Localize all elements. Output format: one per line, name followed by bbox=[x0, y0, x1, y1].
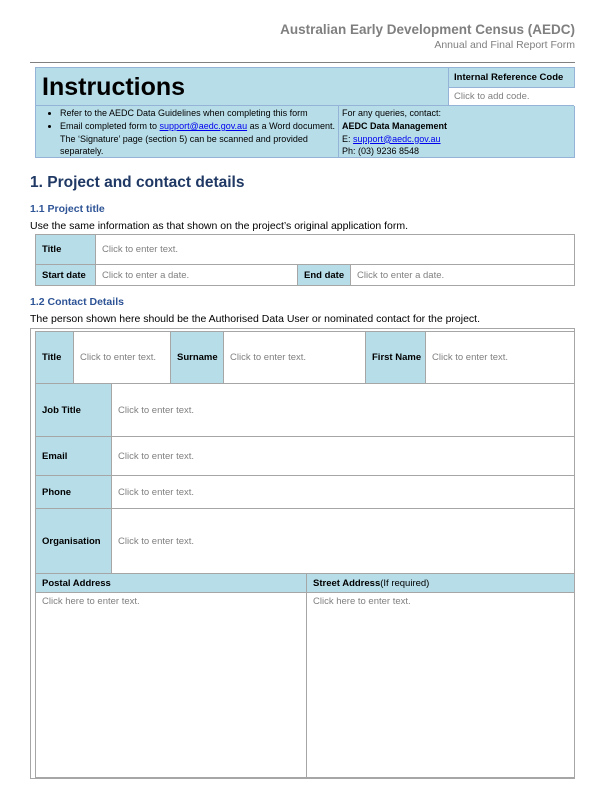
section-heading: 1. Project and contact details bbox=[30, 174, 245, 191]
contact-email-link[interactable]: support@aedc.gov.au bbox=[353, 133, 441, 144]
organisation-field[interactable]: Click to enter text. bbox=[111, 508, 575, 574]
reference-code-field[interactable]: Click to add code. bbox=[448, 88, 575, 106]
instructions-list bbox=[36, 107, 336, 158]
support-email-link[interactable]: support@aedc.gov.au bbox=[159, 120, 248, 131]
street-address-label-text: Street Address bbox=[313, 577, 381, 589]
postal-address-label: Postal Address bbox=[35, 573, 307, 593]
surname-label: Surname bbox=[170, 331, 224, 384]
instructions-column-divider bbox=[338, 105, 339, 157]
first-name-field[interactable]: Click to enter text. bbox=[425, 331, 575, 384]
contact-title-field[interactable]: Click to enter text. bbox=[73, 331, 171, 384]
email-field[interactable]: Click to enter text. bbox=[111, 436, 575, 476]
email-prefix: E: bbox=[342, 133, 354, 144]
contact-block bbox=[342, 107, 447, 158]
project-title-note: Use the same information as that shown on the project’s original application form. bbox=[30, 220, 409, 232]
phone-label: Phone bbox=[35, 475, 112, 509]
start-date-field[interactable]: Click to enter a date. bbox=[95, 264, 298, 286]
street-address-label bbox=[306, 573, 575, 593]
instruction-item bbox=[60, 120, 336, 158]
first-name-label: First Name bbox=[365, 331, 426, 384]
reference-code-label: Internal Reference Code bbox=[448, 68, 575, 88]
contact-title-label: Title bbox=[35, 331, 74, 384]
project-title-label: Title bbox=[35, 234, 96, 265]
street-address-note: (If required) bbox=[380, 577, 430, 589]
end-date-field[interactable]: Click to enter a date. bbox=[350, 264, 575, 286]
document-header-title: Australian Early Development Census (AEDC) bbox=[280, 22, 575, 37]
postal-address-field[interactable]: Click here to enter text. bbox=[35, 592, 307, 778]
instruction-item: • Refer to the AEDC Data Guidelines when completing this form bbox=[60, 107, 336, 120]
contact-intro: For any queries, contact: bbox=[342, 108, 442, 118]
job-title-field[interactable]: Click to enter text. bbox=[111, 383, 575, 437]
project-title-field[interactable]: Click to enter text. bbox=[95, 234, 575, 265]
organisation-label: Organisation bbox=[35, 508, 112, 574]
phone-field[interactable]: Click to enter text. bbox=[111, 475, 575, 509]
contact-details-note: The person shown here should be the Authorised Data User or nominated contact for the project. bbox=[30, 313, 481, 325]
document-header-subtitle: Annual and Final Report Form bbox=[434, 39, 575, 51]
street-address-field[interactable]: Click here to enter text. bbox=[306, 592, 575, 778]
contact-details-subheading: 1.2 Contact Details bbox=[30, 296, 124, 308]
end-date-label: End date bbox=[297, 264, 351, 286]
surname-field[interactable]: Click to enter text. bbox=[223, 331, 366, 384]
instructions-box bbox=[35, 67, 575, 158]
instructions-divider bbox=[36, 105, 574, 106]
instruction-text: as a Word document. The ‘Signature’ page (section 5) can be scanned and provided separately. bbox=[60, 120, 335, 157]
contact-organisation: AEDC Data Management bbox=[342, 120, 448, 131]
instruction-text: Email completed form to bbox=[60, 120, 160, 131]
project-title-subheading: 1.1 Project title bbox=[30, 203, 105, 215]
job-title-label: Job Title bbox=[35, 383, 112, 437]
instructions-title: Instructions bbox=[42, 73, 186, 101]
email-label: Email bbox=[35, 436, 112, 476]
contact-email bbox=[342, 133, 447, 146]
contact-phone: Ph: (03) 9236 8548 bbox=[342, 146, 420, 157]
header-rule bbox=[30, 62, 575, 63]
start-date-label: Start date bbox=[35, 264, 96, 286]
